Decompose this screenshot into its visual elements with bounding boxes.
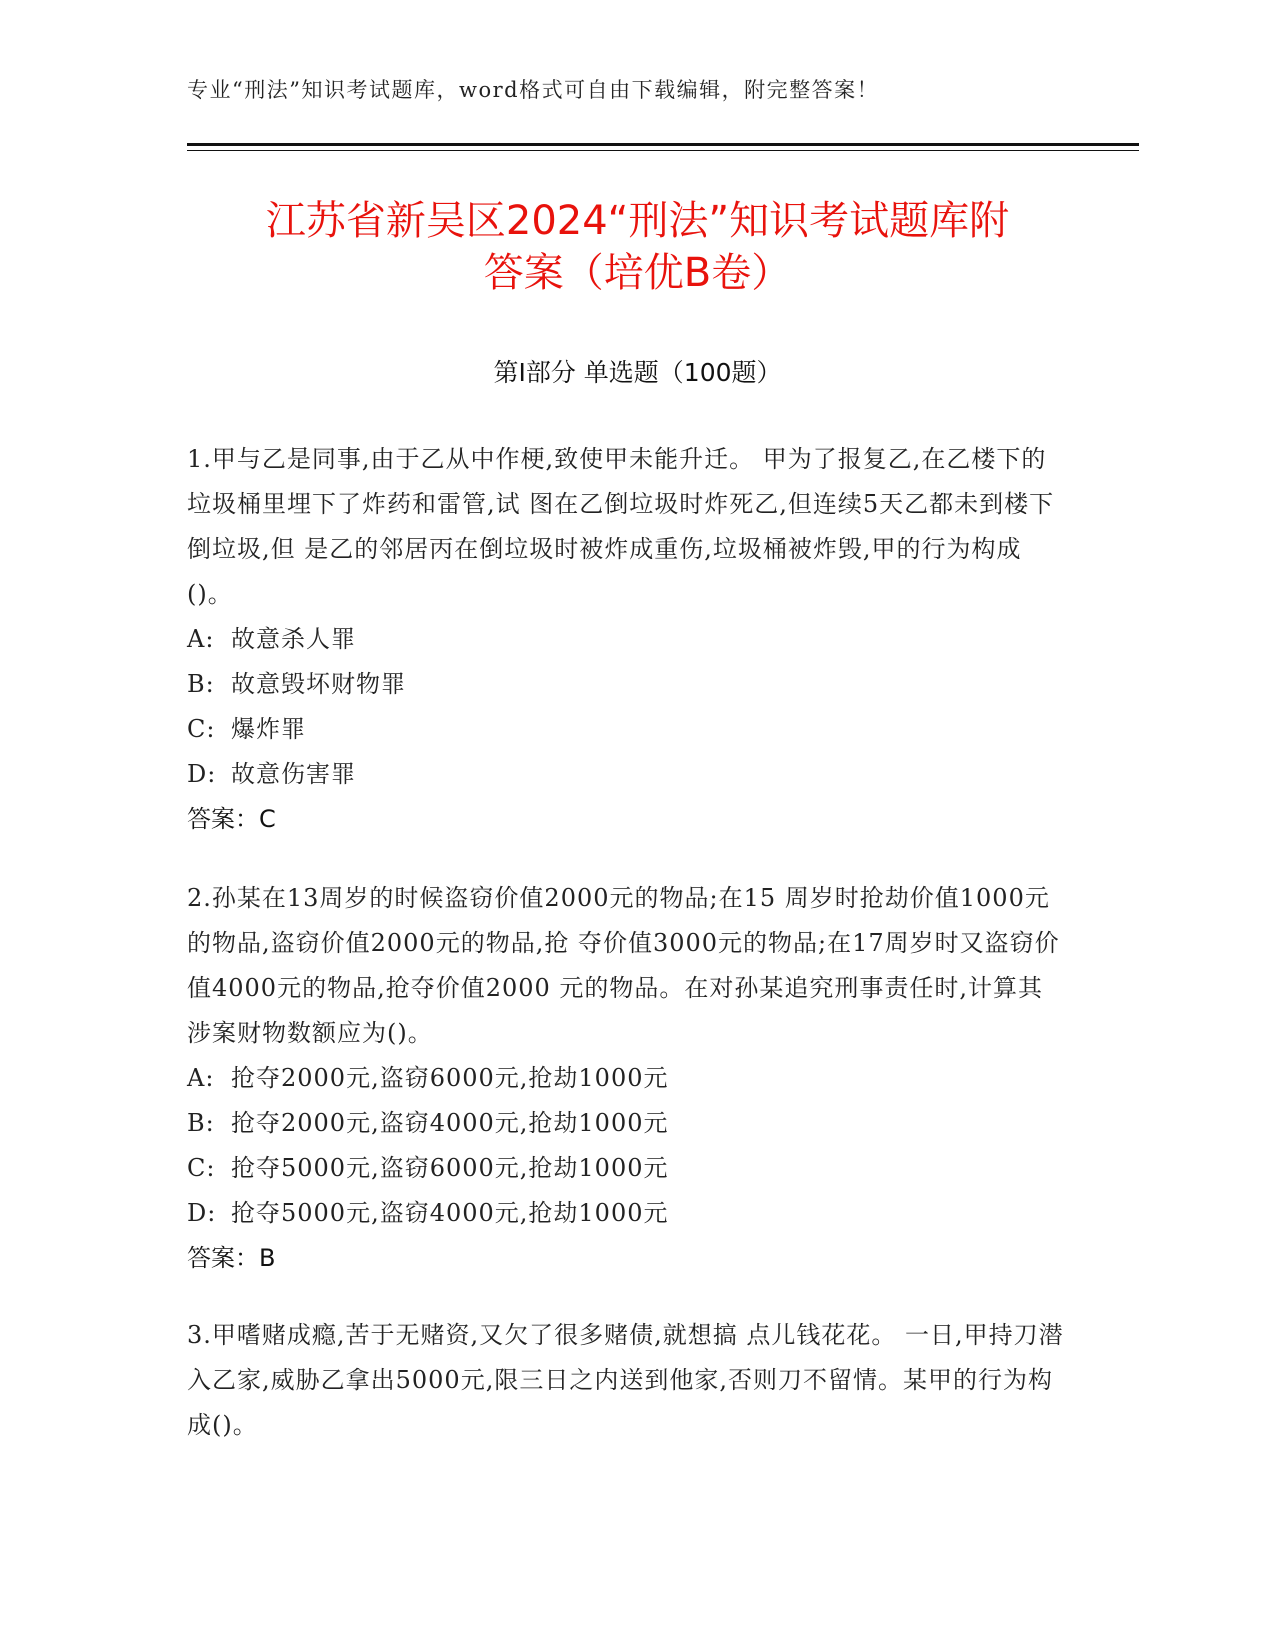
- option-text: 爆炸罪: [231, 715, 306, 743]
- option-label: B:: [187, 670, 215, 698]
- option-text: 抢夺5000元,盗窃4000元,抢劫1000元: [231, 1199, 669, 1227]
- option-a: [187, 1056, 1067, 1101]
- option-text: 抢夺5000元,盗窃6000元,抢劫1000元: [231, 1154, 669, 1182]
- option-c: [187, 707, 1067, 752]
- question-3: [187, 1313, 1067, 1448]
- option-b: [187, 662, 1067, 707]
- question-stem: 2.孙某在13周岁的时候盗窃价值2000元的物品;在15 周岁时抢劫价值1000元的物品,盗窃价值2000元的物品,抢 夺价值3000元的物品;在17周岁时又盗窃价值4000元的物品,抢夺价值2000 元的物品。在对孙某追究刑事责任时,计算其涉案财物数额应为()。: [187, 884, 1060, 1047]
- header-rule-thin: [187, 150, 1139, 151]
- option-text: 故意杀人罪: [231, 625, 356, 653]
- answer: 答案：C: [187, 805, 276, 833]
- option-a: [187, 617, 1067, 662]
- option-text: 抢夺2000元,盗窃4000元,抢劫1000元: [231, 1109, 669, 1137]
- title-line-2: 答案（培优B卷）: [483, 250, 792, 296]
- question-2: [187, 876, 1067, 1281]
- answer: 答案：B: [187, 1244, 276, 1272]
- option-c: [187, 1146, 1067, 1191]
- option-label: A:: [187, 625, 215, 653]
- header-rule-thick: [187, 143, 1139, 146]
- section-heading: 第Ⅰ部分 单选题（100题）: [493, 358, 782, 387]
- option-list: [187, 1056, 1067, 1236]
- title-line-1: 江苏省新吴区2024“刑法”知识考试题库附: [265, 198, 1010, 244]
- option-label: C:: [187, 1154, 216, 1182]
- option-text: 故意伤害罪: [231, 760, 356, 788]
- option-text: 故意毁坏财物罪: [231, 670, 406, 698]
- option-list: [187, 617, 1067, 797]
- option-label: B:: [187, 1109, 215, 1137]
- question-stem: 1.甲与乙是同事,由于乙从中作梗,致使甲未能升迁。 甲为了报复乙,在乙楼下的垃圾桶里埋下了炸药和雷管,试 图在乙倒垃圾时炸死乙,但连续5天乙都未到楼下倒垃圾,但 是乙的邻居丙在倒垃圾时被炸成重伤,垃圾桶被炸毁,甲的行为构成()。: [187, 445, 1055, 608]
- option-text: 抢夺2000元,盗窃6000元,抢劫1000元: [231, 1064, 669, 1092]
- option-label: A:: [187, 1064, 215, 1092]
- question-stem: 3.甲嗜赌成瘾,苦于无赌资,又欠了很多赌债,就想搞 点儿钱花花。 一日,甲持刀潜入乙家,威胁乙拿出5000元,限三日之内送到他家,否则刀不留情。某甲的行为构成()。: [187, 1321, 1064, 1439]
- question-1: [187, 437, 1067, 842]
- option-label: D:: [187, 1199, 217, 1227]
- option-label: C:: [187, 715, 216, 743]
- option-d: [187, 752, 1067, 797]
- option-b: [187, 1101, 1067, 1146]
- option-d: [187, 1191, 1067, 1236]
- header-note: 专业“刑法”知识考试题库，word格式可自由下载编辑，附完整答案！: [187, 78, 880, 102]
- option-label: D:: [187, 760, 217, 788]
- document-title: [130, 195, 1145, 299]
